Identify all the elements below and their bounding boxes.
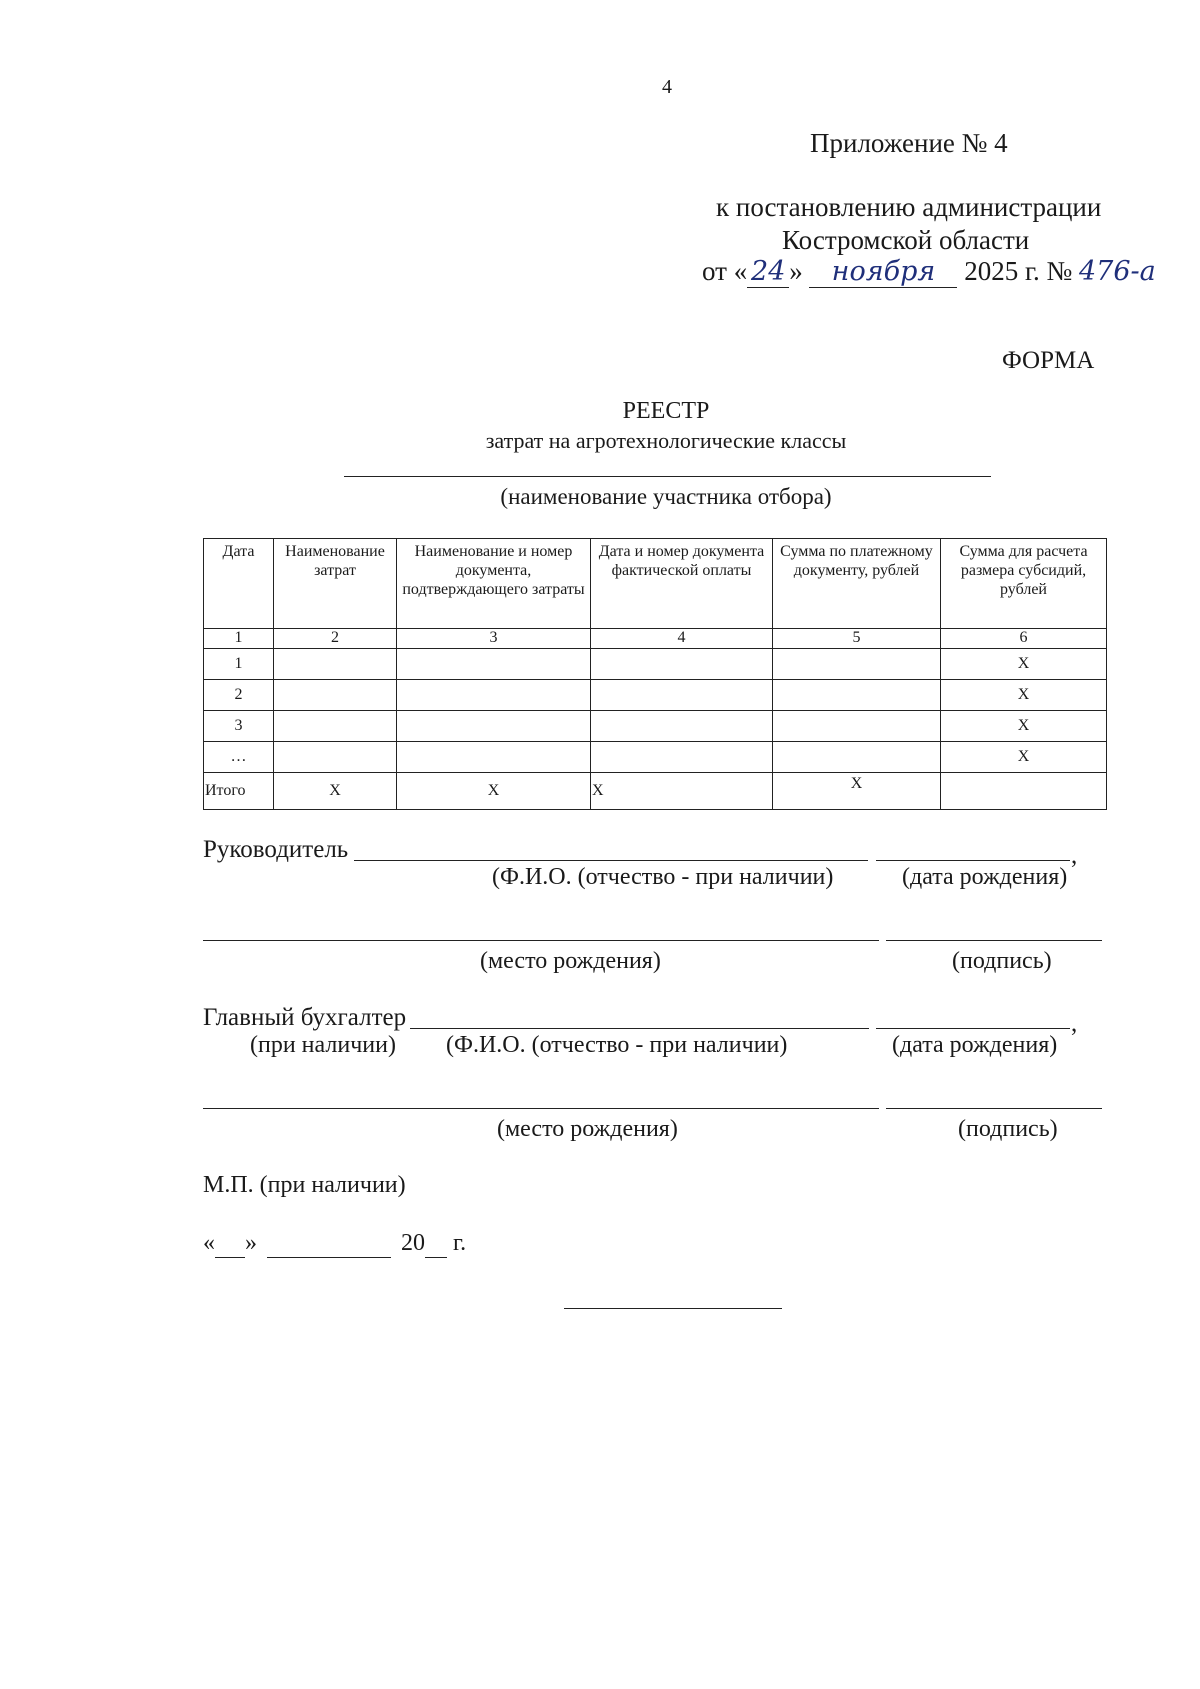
head-comma: , [1071,842,1078,869]
sign-date-line [203,1230,466,1258]
head-birthplace-caption: (место рождения) [480,948,661,974]
table-cell [773,742,941,773]
sign-date-month-blank [267,1230,391,1258]
table-row [204,742,1107,773]
table-cell: 2 [204,680,274,711]
closing-divider [564,1308,782,1309]
column-number: 2 [274,629,397,649]
table-cell [274,680,397,711]
total-cell: Х [773,773,941,810]
table-row [204,711,1107,742]
total-row [204,773,1107,810]
table-cell: 1 [204,649,274,680]
accountant-signature-caption: (подпись) [958,1116,1058,1142]
total-cell [941,773,1107,810]
column-number: 5 [773,629,941,649]
head-birthdate-caption: (дата рождения) [902,864,1068,890]
date-close-quote: » [789,256,803,286]
appendix-line-1: к постановлению администрации [716,192,1102,222]
header-confirming-document: Наименование и номер документа, подтверждающего затраты [397,539,591,629]
sign-date-century: 20 [401,1230,425,1256]
table-cell: 3 [204,711,274,742]
head-birthdate-line [876,860,1070,861]
head-fio-line [354,860,868,861]
date-prefix: от « [702,256,748,286]
handwritten-day: 24 [747,256,789,288]
head-signature-caption: (подпись) [952,948,1052,974]
table-cell [397,680,591,711]
form-label: ФОРМА [1002,347,1095,374]
table-cell [274,711,397,742]
head-label: Руководитель [203,836,349,863]
total-cell: Х [397,773,591,810]
table-cell [397,649,591,680]
table-cell [274,649,397,680]
appendix-line-2: Костромской области [782,225,1030,255]
column-numbers-row [204,629,1107,649]
header-payment-document: Дата и номер документа фактической оплаты [591,539,773,629]
registry-table [203,538,1107,810]
head-signature-line [886,940,1102,941]
table-cell [397,711,591,742]
total-cell: Х [274,773,397,810]
head-fio-caption: (Ф.И.О. (отчество - при наличии) [492,864,834,890]
table-cell [773,680,941,711]
column-number: 6 [941,629,1107,649]
total-label: Итого [204,773,274,810]
registry-title: РЕЕСТР [622,398,710,424]
stamp-label: М.П. (при наличии) [203,1172,406,1198]
accountant-label: Главный бухгалтер [203,1004,407,1031]
header-cost-name: Наименование затрат [274,539,397,629]
table-cell: Х [941,649,1107,680]
accountant-birthplace-line [203,1108,879,1109]
appendix-title: Приложение № 4 [810,128,1008,158]
participant-name-line [344,476,991,477]
table-cell [591,711,773,742]
participant-caption: (наименование участника отбора) [500,484,832,509]
total-cell: Х [591,773,773,810]
header-date: Дата [204,539,274,629]
table-cell [773,649,941,680]
sign-date-close-quote: » [245,1230,257,1256]
header-payment-sum: Сумма по платежному документу, рублей [773,539,941,629]
accountant-fio-caption: (Ф.И.О. (отчество - при наличии) [446,1032,788,1058]
handwritten-month: ноября [809,256,957,288]
table-row [204,649,1107,680]
table-header-row [204,539,1107,629]
appendix-date-line [702,256,1156,288]
table-cell: Х [941,680,1107,711]
table-cell: Х [941,742,1107,773]
handwritten-doc-number: 476-а [1079,256,1156,287]
accountant-birthdate-line [876,1028,1070,1029]
table-cell [773,711,941,742]
column-number: 1 [204,629,274,649]
sign-date-year-blank [425,1230,447,1258]
sign-date-suffix: г. [453,1230,467,1256]
table-cell: … [204,742,274,773]
accountant-birthdate-caption: (дата рождения) [892,1032,1058,1058]
registry-subtitle: затрат на агротехнологические классы [485,428,847,453]
column-number: 4 [591,629,773,649]
column-number: 3 [397,629,591,649]
date-year: 2025 г. № [964,256,1073,286]
table-cell [591,742,773,773]
accountant-note: (при наличии) [250,1032,396,1058]
accountant-birthplace-caption: (место рождения) [497,1116,678,1142]
table-cell [591,649,773,680]
table-cell [591,680,773,711]
sign-date-open-quote: « [203,1230,215,1256]
accountant-signature-line [886,1108,1102,1109]
table-cell [274,742,397,773]
table-row [204,680,1107,711]
table-cell: Х [941,711,1107,742]
head-birthplace-line [203,940,879,941]
header-subsidy-sum: Сумма для расчета размера субсидий, рублей [941,539,1107,629]
table-cell [397,742,591,773]
sign-date-day-blank [215,1230,245,1258]
page-number: 4 [662,76,672,98]
accountant-comma: , [1071,1010,1078,1037]
accountant-fio-line [410,1028,869,1029]
